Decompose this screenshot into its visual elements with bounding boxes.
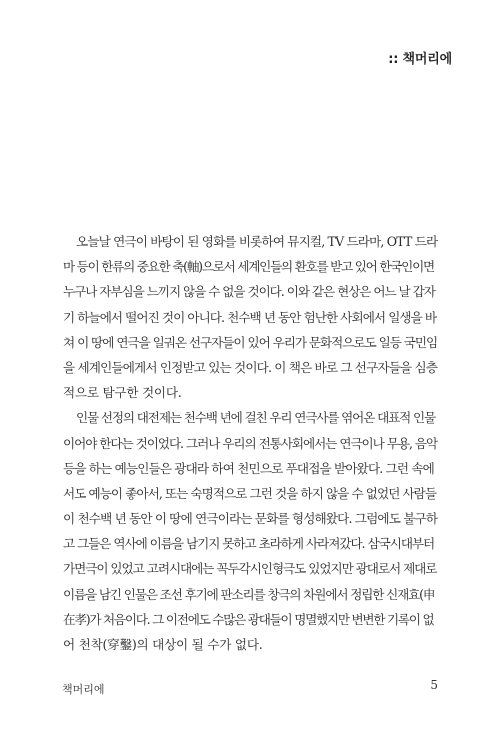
page-number: 5 — [430, 678, 438, 692]
body-text — [63, 229, 437, 657]
running-title: 책머리에 — [62, 683, 105, 696]
paragraph-line: 오늘날 연극이 바탕이 된 영화를 비롯하여 뮤지컬, TV 드라마, OTT 드라 — [76, 234, 438, 249]
paragraph-line: 마 등이 한류의 중요한 축(軸)으로서 세계인들의 환호를 받고 있어 한국인이면 — [63, 259, 434, 275]
paragraph-line: 누구나 자부심을 느끼지 않을 수 없을 것이다. 이와 같은 현상은 어느 날 갑자 — [63, 284, 435, 300]
paragraph-line: 在孝)가 처음이다. 그 이전에도 수많은 광대들이 명멸했지만 변변한 기록이 없 — [63, 611, 434, 627]
paragraph-line: 서도 예능이 좋아서, 또는 숙명적으로 그런 것을 하지 않을 수 없었던 사람들 — [63, 485, 437, 501]
paragraph-line: 기 하늘에서 떨어진 것이 아니다. 천수백 년 동안 험난한 사회에서 일생을 바 — [63, 309, 437, 325]
paragraph-line: 이 천수백 년 동안 이 땅에 연극이라는 문화를 형성해왔다. 그럼에도 불구하 — [63, 511, 438, 527]
paragraph-1 — [63, 229, 437, 405]
paragraph-line: 이름을 남긴 인물은 조선 후기에 판소리를 창극의 차원에서 정립한 신재효(申 — [63, 586, 435, 602]
paragraph-line: 등을 하는 예능인들은 광대라 하여 천민으로 푸대접을 받아왔다. 그런 속에 — [63, 460, 434, 476]
paragraph-line: 이어야 한다는 것이었다. 그러나 우리의 전통사회에서는 연극이나 무용, 음악 — [63, 435, 438, 451]
paragraph-line: 인물 선정의 대전제는 천수백 년에 걸친 우리 연극사를 엮어온 대표적 인물 — [76, 410, 435, 426]
paragraph-line: 어 천착(穿鑿)의 대상이 될 수가 없다. — [63, 637, 263, 652]
paragraph-line: 고 그들은 역사에 이름을 남기지 못하고 초라하게 사라져갔다. 삼국시대부터 — [63, 536, 435, 552]
paragraph-line: 을 세계인들에게서 인정받고 있는 것이다. 이 책은 바로 그 선구자들을 심층 — [63, 359, 438, 375]
paragraph-line: 쳐 이 땅에 연극을 일궈온 선구자들이 있어 우리가 문화적으로도 일등 국민임 — [63, 334, 438, 350]
paragraph-line: 가면극이 있었고 고려시대에는 꼭두각시인형극도 있었지만 광대로서 제대로 — [63, 561, 437, 577]
section-title: :: 책머리에 — [388, 52, 452, 67]
paragraph-2 — [63, 405, 437, 657]
paragraph-line: 적으로 탐구한 것이다. — [63, 385, 182, 401]
